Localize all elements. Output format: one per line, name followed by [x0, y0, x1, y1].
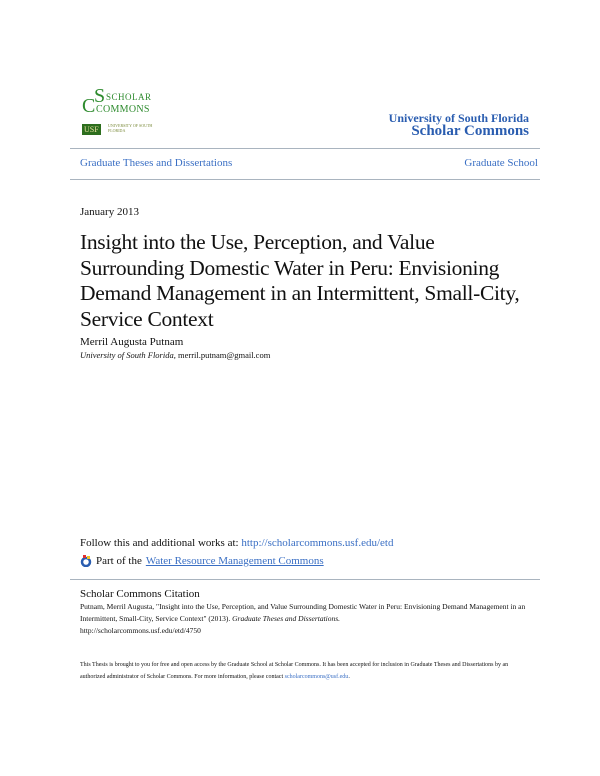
discipline-link[interactable]: Water Resource Management Commons [145, 555, 324, 567]
collection-link[interactable]: Graduate Theses and Dissertations [80, 157, 233, 169]
contact-email-link[interactable]: scholarcommons@usf.edu [284, 674, 349, 680]
footer-notice: This Thesis is brought to you for free and open access by the Graduate School at Scholar Commons. It has been accepted for inclusion in Graduate Theses and Dissertations by an authorized administrator of Scholar Commons. For more information, please contact scholarcommons@usf.edu. [80, 662, 509, 680]
divider [70, 148, 540, 149]
follow-line: Follow this and additional works at: http://scholarcommons.usf.edu/etd [80, 537, 394, 549]
university-name: University of South Florida [388, 111, 529, 125]
citation-heading: Scholar Commons Citation [80, 588, 200, 600]
publication-date: January 2013 [80, 206, 139, 218]
repository-name: Scholar Commons [411, 123, 529, 139]
divider [70, 579, 540, 580]
divider [70, 179, 540, 180]
scholar-commons-logo: S C SCHOLAR COMMONS USF UNIVERSITY OF SOUTH FLORIDA [82, 85, 153, 134]
document-title: Insight into the Use, Perception, and Value Surrounding Domestic Water in Peru: Envisioning Demand Management in an Intermittent, Small-City, Service Context [80, 230, 520, 331]
usf-badge: USF [84, 125, 99, 134]
author-name: Merril Augusta Putnam [80, 336, 184, 348]
citation-text: Putnam, Merril Augusta, "Insight into the Use, Perception, and Value Surrounding Domestic Water in Peru: Envisioning Demand Management in an Intermittent, Small-City, Service Context" (2013). Graduate Theses and Dissertations. http://scholarcommons.usf.edu/etd/4750 [80, 602, 526, 635]
commons-network-icon [80, 555, 92, 567]
etd-link[interactable]: http://scholarcommons.usf.edu/etd [241, 537, 394, 549]
logo-line1: SCHOLAR [106, 92, 152, 102]
logo-line2: COMMONS [96, 104, 150, 115]
part-of-line: Part of the Water Resource Management Commons [80, 555, 324, 567]
department-link[interactable]: Graduate School [464, 157, 538, 169]
author-affiliation: University of South Florida, merril.putnam@gmail.com [80, 350, 271, 360]
